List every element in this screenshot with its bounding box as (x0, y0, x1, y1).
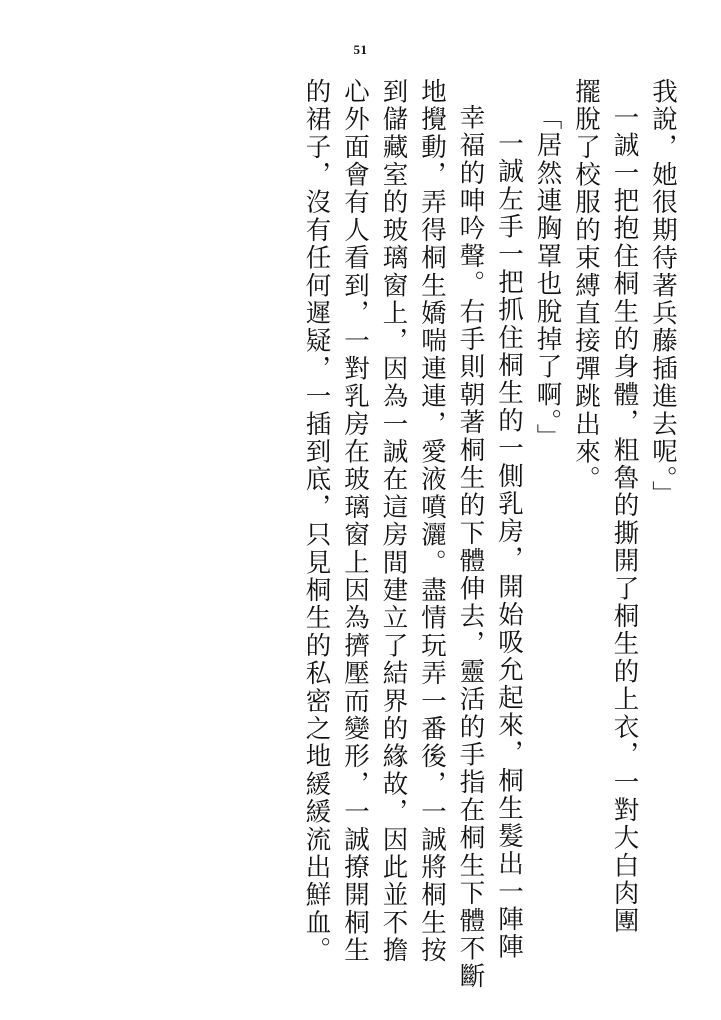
vertical-text-block (290, 78, 678, 991)
text-column: 到儲藏室的玻璃窗上，因為一誠在這房間建立了結界的緣故，因此並不擔 (378, 78, 409, 965)
text-column: 擺脫了校服的束縛直接彈跳出來。 (571, 78, 601, 494)
page-number: 51 (353, 42, 368, 57)
text-column: 我說，她很期待著兵藤插進去呢。」 (648, 78, 678, 509)
text-column: 心外面會有人看到，一對乳房在玻璃窗上因為擠壓而變形，一誠撩開桐生 (340, 78, 370, 965)
text-column: 幸福的呻吟聲。右手則朝著桐生的下體伸去，靈活的手指在桐生下體不斷 (455, 104, 486, 991)
text-column: 的裙子，沒有任何遲疑，一插到底，只見桐生的私密之地緩緩流出鮮血。 (301, 78, 332, 965)
text-column: 一誠左手一把抓住桐生的一側乳房，開始吸允起來，桐生髮出一陣陣 (494, 130, 524, 961)
text-column: 一誠一把抱住桐生的身體，粗魯的撕開了桐生的上衣，一對大白肉團 (609, 104, 640, 935)
text-column: 「居然連胸罩也脫掉了啊。」 (532, 104, 563, 452)
text-column: 地攪動，弄得桐生嬌喘連連，愛液噴灑。盡情玩弄一番後，一誠將桐生按 (417, 78, 447, 965)
